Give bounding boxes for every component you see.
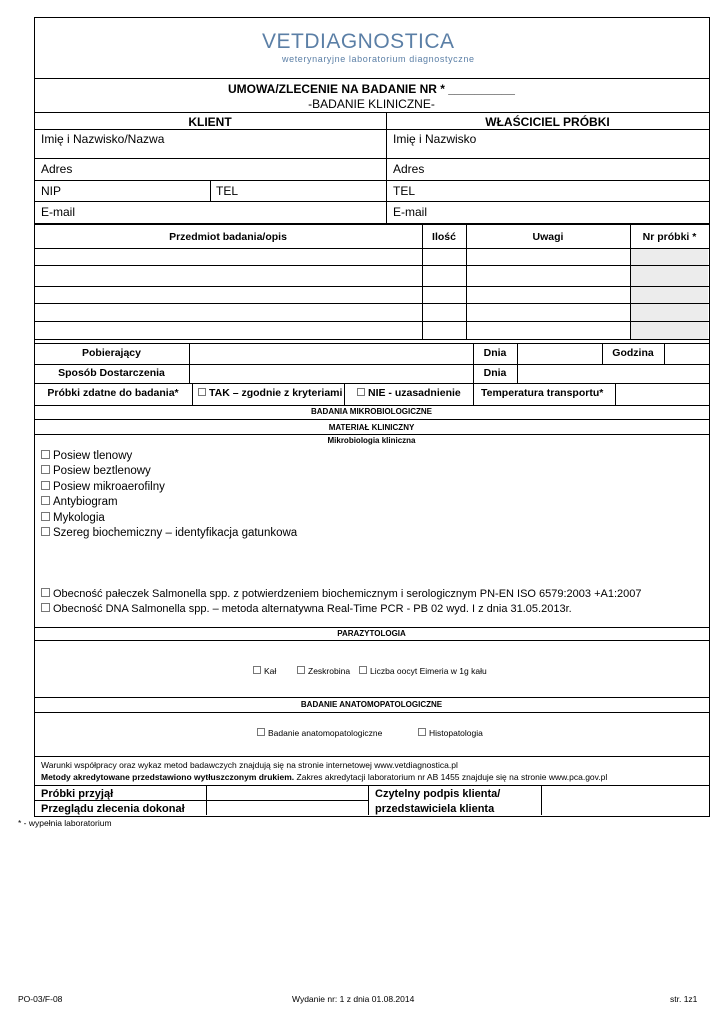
temperature-label: Temperatura transportu* — [481, 387, 604, 399]
col-notes: Uwagi — [532, 231, 564, 243]
checkbox[interactable] — [41, 496, 50, 505]
owner-email-field[interactable]: E-mail — [393, 205, 428, 219]
collection-date-input[interactable] — [518, 344, 601, 363]
checkbox[interactable] — [297, 666, 305, 674]
anatomopathology-title: BADANIE ANATOMOPATOLOGICZNE — [300, 700, 443, 709]
document-code: PO-03/F-08 — [18, 994, 63, 1004]
option-mycology[interactable]: Mykologia — [41, 512, 105, 525]
table-row[interactable] — [35, 266, 422, 286]
yes-checkbox[interactable] — [198, 388, 206, 396]
delivery-input[interactable] — [190, 365, 472, 382]
owner-address-field[interactable]: Adres — [393, 162, 425, 176]
option-microaerophilic[interactable]: Posiew mikroaerofilny — [41, 481, 165, 494]
delivery-date-label: Dnia — [483, 367, 507, 379]
option-antibiogram[interactable]: Antybiogram — [41, 496, 118, 509]
col-subject: Przedmiot badania/opis — [169, 231, 287, 243]
fit-for-testing-label: Próbki zdatne do badania* — [47, 387, 179, 399]
table-row[interactable] — [35, 304, 422, 321]
logo-vet: VET — [262, 30, 305, 53]
clinical-microbiology-title: Mikrobiologia kliniczna — [327, 436, 416, 445]
checkbox[interactable] — [359, 666, 367, 674]
table-row[interactable] — [35, 322, 422, 339]
client-name-field[interactable]: Imię i Nazwisko/Nazwa — [41, 132, 165, 146]
client-email-field[interactable]: E-mail — [41, 205, 76, 219]
signature-label-line2: przedstawiciela klienta — [375, 803, 495, 815]
sample-number-column-shade — [630, 248, 708, 339]
checkbox[interactable] — [41, 588, 50, 597]
client-nip-field[interactable]: NIP — [41, 184, 62, 198]
checkbox[interactable] — [418, 728, 426, 736]
signature-input[interactable] — [542, 786, 708, 814]
logo-tagline: weterynaryjne laboratorium diagnostyczne — [282, 54, 475, 64]
table-row[interactable] — [35, 249, 422, 265]
checkbox[interactable] — [257, 728, 265, 736]
microbiology-title: BADANIA MIKROBIOLOGICZNE — [310, 407, 433, 416]
collection-time-input[interactable] — [665, 344, 708, 363]
option-salmonella-culture[interactable]: Obecność pałeczek Salmonella spp. z potwierdzeniem biochemicznym i serologicznym PN-EN ISO 6579:2003 +A1:2007 — [41, 588, 642, 600]
review-label: Przeglądu zlecenia dokonał — [41, 803, 185, 815]
page-number: str. 1z1 — [670, 994, 698, 1004]
checkbox[interactable] — [41, 603, 50, 612]
delivery-label: Sposób Dostarczenia — [58, 367, 165, 379]
checkbox[interactable] — [41, 481, 50, 490]
signature-label-line1: Czytelny podpis klienta/ — [375, 788, 501, 800]
delivery-date-input[interactable] — [518, 365, 708, 382]
received-label: Próbki przyjął — [41, 788, 114, 800]
table-row[interactable] — [35, 287, 422, 303]
client-heading: KLIENT — [188, 115, 232, 129]
page-title: UMOWA/ZLECENIE NA BADANIE NR * __________ — [228, 82, 515, 96]
logo — [262, 31, 455, 52]
logo-diagnostica: DIAGNOSTICA — [304, 30, 455, 53]
owner-tel-field[interactable]: TEL — [393, 184, 416, 198]
owner-heading: WŁAŚCICIEL PRÓBKI — [485, 115, 610, 129]
col-quantity: Ilość — [432, 231, 456, 243]
col-sample-number: Nr próbki * — [642, 231, 697, 243]
edition-info: Wydanie nr: 1 z dnia 01.08.2014 — [292, 994, 415, 1004]
material-title: MATERIAŁ KLINICZNY — [328, 423, 415, 432]
received-input[interactable] — [207, 786, 367, 799]
parasitology-title: PARAZYTOLOGIA — [337, 629, 406, 638]
no-checkbox[interactable] — [357, 388, 365, 396]
option-eimeria[interactable]: Liczba oocyt Eimeria w 1g kału — [359, 666, 487, 676]
checkbox[interactable] — [41, 512, 50, 521]
option-feces[interactable]: Kał — [253, 666, 276, 676]
checkbox[interactable] — [41, 465, 50, 474]
lab-fill-legend: * - wypełnia laboratorium — [18, 818, 112, 828]
checkbox[interactable] — [41, 450, 50, 459]
collection-time-label: Godzina — [612, 347, 654, 359]
option-aerobic[interactable]: Posiew tlenowy — [41, 450, 132, 463]
checkbox[interactable] — [253, 666, 261, 674]
collector-label: Pobierający — [82, 347, 141, 359]
option-scraping[interactable]: Zeskrobina — [297, 666, 350, 676]
owner-name-field[interactable]: Imię i Nazwisko — [393, 132, 477, 146]
review-input[interactable] — [207, 801, 367, 814]
option-salmonella-pcr[interactable]: Obecność DNA Salmonella spp. – metoda alternatywna Real-Time PCR - PB 02 wyd. I z dnia 31.05.2013r. — [41, 603, 572, 615]
option-biochemical[interactable]: Szereg biochemiczny – identyfikacja gatunkowa — [41, 527, 297, 540]
option-histopathology[interactable]: Histopatologia — [418, 728, 483, 738]
yes-option[interactable]: TAK – zgodnie z kryteriami — [198, 388, 342, 399]
collector-input[interactable] — [190, 344, 472, 363]
option-anatomopathology[interactable]: Badanie anatomopatologiczne — [257, 728, 382, 738]
no-option[interactable]: NIE - uzasadnienie — [357, 388, 461, 399]
accreditation-note: Metody akredytowane przedstawiono wytłuszczonym drukiem. Zakres akredytacji laboratorium nr AB 1455 znajduje się na stronie www.pca.gov.pl — [41, 772, 608, 782]
temperature-input[interactable] — [616, 384, 708, 404]
option-anaerobic[interactable]: Posiew beztlenowy — [41, 465, 151, 478]
collection-date-label: Dnia — [483, 347, 507, 359]
page-subtitle: -BADANIE KLINICZNE- — [308, 97, 435, 111]
client-tel-field[interactable]: TEL — [216, 184, 239, 198]
cooperation-terms: Warunki współpracy oraz wykaz metod badawczych znajdują się na stronie internetowej www.vetdiagnostica.pl — [41, 760, 458, 770]
checkbox[interactable] — [41, 527, 50, 536]
client-address-field[interactable]: Adres — [41, 162, 73, 176]
